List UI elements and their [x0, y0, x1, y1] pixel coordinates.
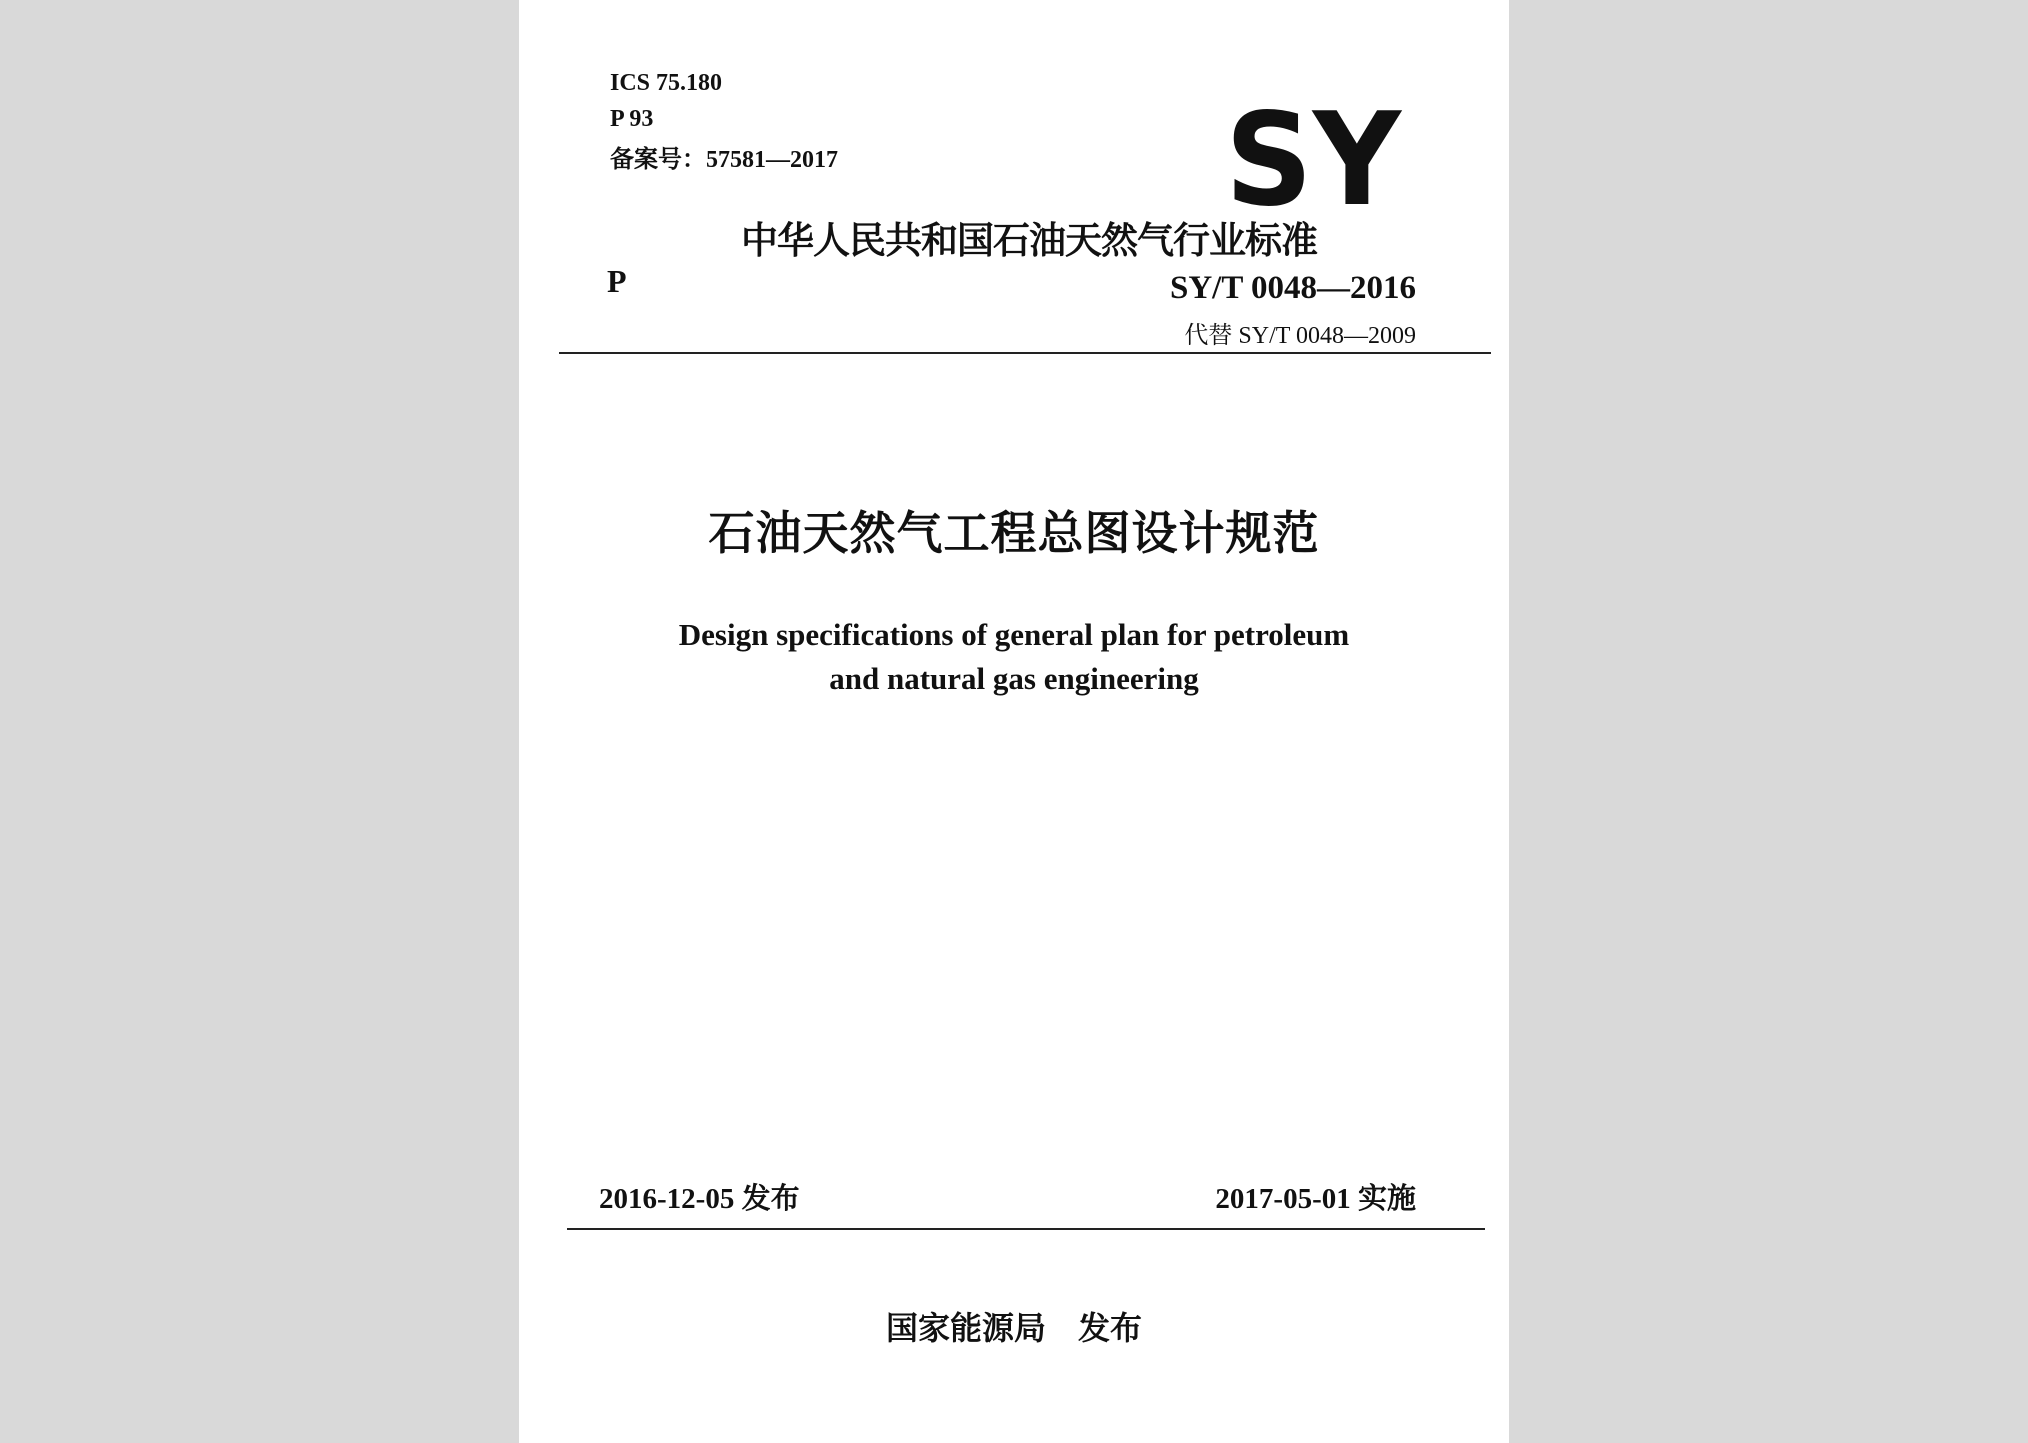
- category-letter: P: [607, 263, 627, 299]
- footer-divider: [567, 1228, 1485, 1230]
- document-page: [519, 0, 1509, 1443]
- record-number: 备案号：57581—2017: [610, 147, 838, 173]
- title-english-line2: and natural gas engineering: [829, 661, 1199, 696]
- sy-logo-text: SY: [1225, 92, 1403, 222]
- ccs-code: P 93: [610, 106, 654, 132]
- implementation-date: 2017-05-01 实施: [1215, 1183, 1416, 1215]
- ics-code: ICS 75.180: [610, 70, 723, 96]
- replaces-standard: 代替 SY/T 0048—2009: [1184, 323, 1416, 349]
- sy-logo: [1217, 92, 1409, 222]
- issue-date: 2016-12-05 发布: [599, 1183, 800, 1215]
- industry-standard-heading: 中华人民共和国石油天然气行业标准: [741, 219, 1317, 262]
- standard-number: SY/T 0048—2016: [1169, 270, 1416, 306]
- title-chinese: 石油天然气工程总图设计规范: [708, 506, 1320, 560]
- header-divider: [559, 352, 1491, 354]
- publisher: 国家能源局 发布: [885, 1309, 1142, 1347]
- title-english-line1: Design specifications of general plan for petroleum: [678, 617, 1350, 652]
